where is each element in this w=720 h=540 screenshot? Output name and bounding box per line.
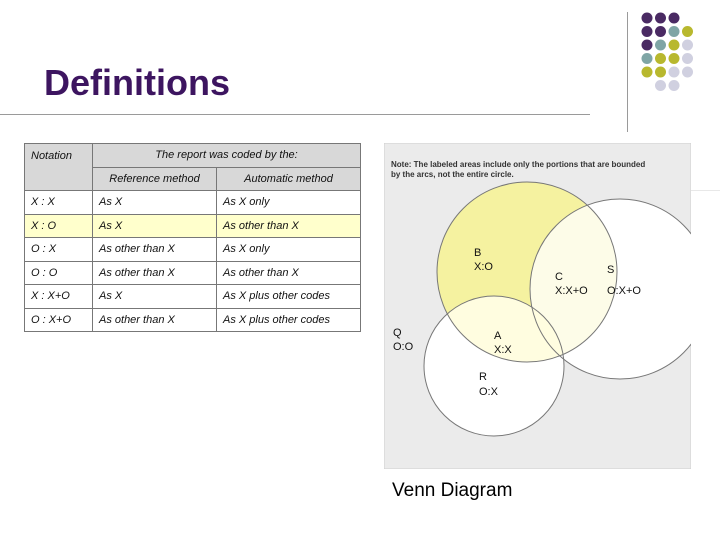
- decorative-dot: [642, 67, 653, 78]
- venn-note-line-1: Note: The labeled areas include only the portions that are bounded: [391, 160, 646, 169]
- region-c-label: C: [555, 271, 563, 283]
- row-reference: As X: [93, 191, 217, 215]
- row-notation: X : X: [25, 191, 93, 215]
- definitions-table: [24, 143, 361, 332]
- header-automatic-method: Automatic method: [217, 167, 361, 191]
- decorative-dot: [655, 80, 666, 91]
- region-b-label: B: [474, 247, 482, 259]
- region-s-label: S: [607, 264, 615, 276]
- decorative-dot: [682, 40, 693, 51]
- header-reference-method: Reference method: [93, 167, 217, 191]
- decorative-dot: [655, 53, 666, 64]
- venn-note-line-2: by the arcs, not the entire circle.: [391, 170, 514, 179]
- region-s-code: O:X+O: [607, 285, 641, 297]
- row-automatic: As X plus other codes: [217, 285, 361, 309]
- table-row: [25, 238, 361, 262]
- table-row: [25, 191, 361, 215]
- row-notation: X : X+O: [25, 285, 93, 309]
- decorative-dot: [642, 26, 653, 37]
- table-row: [25, 261, 361, 285]
- row-notation: O : X+O: [25, 308, 93, 332]
- decorative-dot: [669, 26, 680, 37]
- row-notation: O : X: [25, 238, 93, 262]
- decorative-dot: [669, 13, 680, 24]
- table-row: [25, 285, 361, 309]
- decorative-dot: [642, 13, 653, 24]
- row-automatic: As X plus other codes: [217, 308, 361, 332]
- table-row: [25, 214, 361, 238]
- table-header-row: [25, 144, 361, 168]
- header-coded-by: The report was coded by the:: [93, 144, 361, 168]
- table-row: [25, 308, 361, 332]
- region-q-label: Q: [393, 327, 402, 339]
- venn-caption: Venn Diagram: [392, 480, 513, 501]
- decorative-dot: [655, 67, 666, 78]
- region-a-code: X:X: [494, 344, 512, 356]
- region-b-code: X:O: [474, 261, 493, 273]
- corner-divider: [627, 12, 628, 132]
- decorative-dot: [669, 53, 680, 64]
- decorative-dot: [642, 40, 653, 51]
- header-notation: Notation: [25, 144, 93, 191]
- row-reference: As other than X: [93, 238, 217, 262]
- venn-diagram: [384, 143, 691, 469]
- title-divider: [0, 114, 590, 115]
- decorative-dot: [669, 80, 680, 91]
- decorative-dot: [655, 40, 666, 51]
- row-automatic: As X only: [217, 238, 361, 262]
- region-r-code: O:X: [479, 386, 498, 398]
- page-title: Definitions: [44, 62, 230, 103]
- region-q-code: O:O: [393, 341, 414, 353]
- row-reference: As other than X: [93, 261, 217, 285]
- row-notation: X : O: [25, 214, 93, 238]
- decorative-dot: [655, 13, 666, 24]
- decorative-dot: [682, 67, 693, 78]
- row-notation: O : O: [25, 261, 93, 285]
- row-reference: As X: [93, 214, 217, 238]
- decorative-dot: [682, 53, 693, 64]
- region-a-label: A: [494, 330, 502, 342]
- decorative-dot: [642, 53, 653, 64]
- row-automatic: As other than X: [217, 214, 361, 238]
- decorative-dot: [669, 40, 680, 51]
- decorative-dot: [682, 26, 693, 37]
- decorative-dot: [655, 26, 666, 37]
- decorative-dot: [669, 67, 680, 78]
- region-c-code: X:X+O: [555, 285, 588, 297]
- region-r-label: R: [479, 371, 487, 383]
- row-automatic: As other than X: [217, 261, 361, 285]
- row-automatic: As X only: [217, 191, 361, 215]
- row-reference: As X: [93, 285, 217, 309]
- row-reference: As other than X: [93, 308, 217, 332]
